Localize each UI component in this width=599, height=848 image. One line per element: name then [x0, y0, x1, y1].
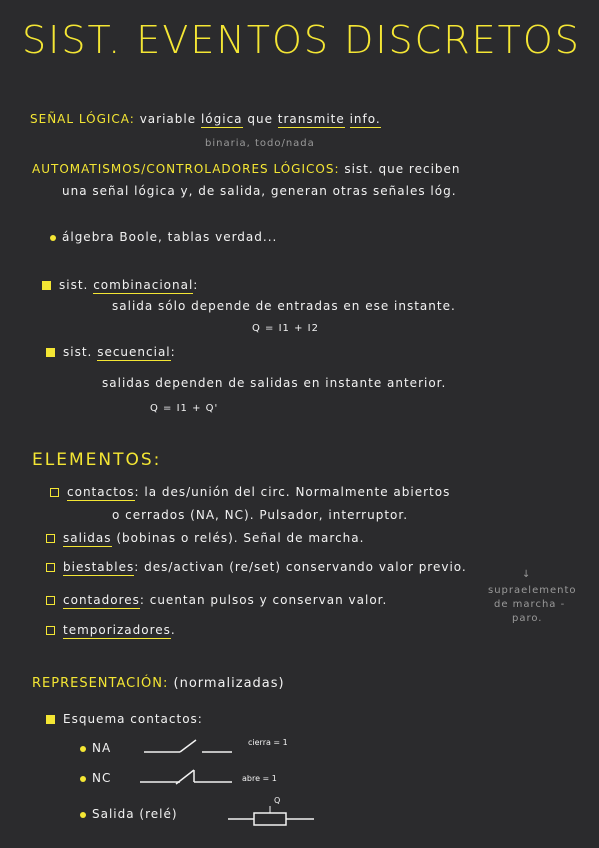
bullet-icon: [80, 746, 86, 752]
esquema-label: Esquema contactos:: [63, 712, 203, 726]
senal-note: binaria, todo/nada: [205, 138, 315, 149]
algebra-text: álgebra Boole, tablas verdad...: [62, 230, 278, 244]
square-bullet-icon: [46, 534, 55, 543]
sec-colon: :: [170, 345, 176, 359]
senal-text-2: lógica: [200, 112, 243, 126]
relay-q-label: Q: [274, 796, 281, 805]
note-arrow: ↓: [522, 569, 532, 580]
repr-heading: [32, 676, 285, 691]
square-bullet-icon: [50, 488, 59, 497]
na-contact-symbol: [140, 734, 236, 756]
contactos-text-2: o cerrados (NA, NC). Pulsador, interruptor.: [112, 508, 409, 522]
square-bullet-icon: [46, 563, 55, 572]
comb-eq: Q = I1 + I2: [252, 323, 319, 334]
note-line-2: de marcha -: [494, 599, 566, 610]
square-bullet-icon: [46, 626, 55, 635]
checkbox-icon: [42, 281, 51, 290]
square-bullet-icon: [46, 596, 55, 605]
nc-note: abre = 1: [242, 774, 277, 783]
repr-sub: (normalizadas): [173, 676, 285, 691]
nc-label: NC: [92, 771, 112, 785]
comb-desc: salida sólo depende de entradas en ese instante.: [112, 299, 456, 313]
senal-line: [30, 112, 381, 126]
biestables-label: biestables: [63, 560, 135, 574]
bullet-icon: [80, 776, 86, 782]
na-item: [80, 741, 111, 755]
note-line-1: supraelemento: [488, 585, 577, 596]
elementos-title: ELEMENTOS:: [32, 450, 162, 470]
page-title: SIST. EVENTOS DISCRETOS: [22, 18, 581, 62]
comb-prefix: sist.: [59, 278, 89, 292]
auto-label: AUTOMATISMOS/CONTROLADORES LÓGICOS:: [32, 162, 340, 176]
repr-title: REPRESENTACIÓN:: [32, 676, 169, 691]
elem-contadores: [46, 593, 387, 607]
nc-contact-symbol: [136, 764, 236, 786]
checkbox-icon: [46, 715, 55, 724]
temporizadores-label: temporizadores: [63, 623, 171, 637]
auto-text-2: una señal lógica y, de salida, generan otras señales lóg.: [62, 184, 457, 198]
note-line-3: paro.: [512, 613, 543, 624]
auto-line-1: [32, 162, 461, 176]
nc-item: [80, 771, 111, 785]
senal-text-5: info.: [349, 112, 381, 126]
salida-item: [80, 807, 178, 821]
contactos-text-1: : la des/unión del circ. Normalmente abiertos: [134, 485, 451, 499]
sec-prefix: sist.: [63, 345, 93, 359]
senal-text-4: transmite: [277, 112, 345, 126]
bullet-icon: [80, 812, 86, 818]
senal-label: SEÑAL LÓGICA:: [30, 112, 135, 126]
temporizadores-text: .: [170, 623, 176, 637]
sec-label: secuencial: [97, 345, 171, 359]
elem-biestables: [46, 560, 467, 574]
bullet-icon: [50, 235, 56, 241]
relay-symbol: [226, 804, 316, 830]
salidas-label: salidas: [63, 531, 112, 545]
auto-text-1: sist. que reciben: [344, 162, 461, 176]
elem-contactos: [50, 485, 450, 499]
sec-eq: Q = I1 + Q': [150, 403, 219, 414]
contadores-text: : cuentan pulsos y conservan valor.: [139, 593, 388, 607]
salida-label: Salida (relé): [92, 807, 178, 821]
senal-text-3: que: [247, 112, 273, 126]
esquema-heading: [46, 712, 203, 726]
na-label: NA: [92, 741, 112, 755]
algebra-item: [50, 230, 277, 244]
comb-label: combinacional: [93, 278, 194, 292]
comb-heading: [42, 278, 198, 292]
elem-salidas: [46, 531, 364, 545]
contadores-label: contadores: [63, 593, 140, 607]
senal-text-1: variable: [139, 112, 197, 126]
comb-colon: :: [193, 278, 199, 292]
checkbox-icon: [46, 348, 55, 357]
biestables-text: : des/activan (re/set) conservando valor previo.: [134, 560, 467, 574]
contactos-label: contactos: [67, 485, 135, 499]
sec-desc: salidas dependen de salidas en instante anterior.: [102, 376, 447, 390]
elem-temporizadores: [46, 623, 176, 637]
salidas-text: (bobinas o relés). Señal de marcha.: [116, 531, 365, 545]
sec-heading: [46, 345, 176, 359]
na-note: cierra = 1: [248, 738, 288, 747]
